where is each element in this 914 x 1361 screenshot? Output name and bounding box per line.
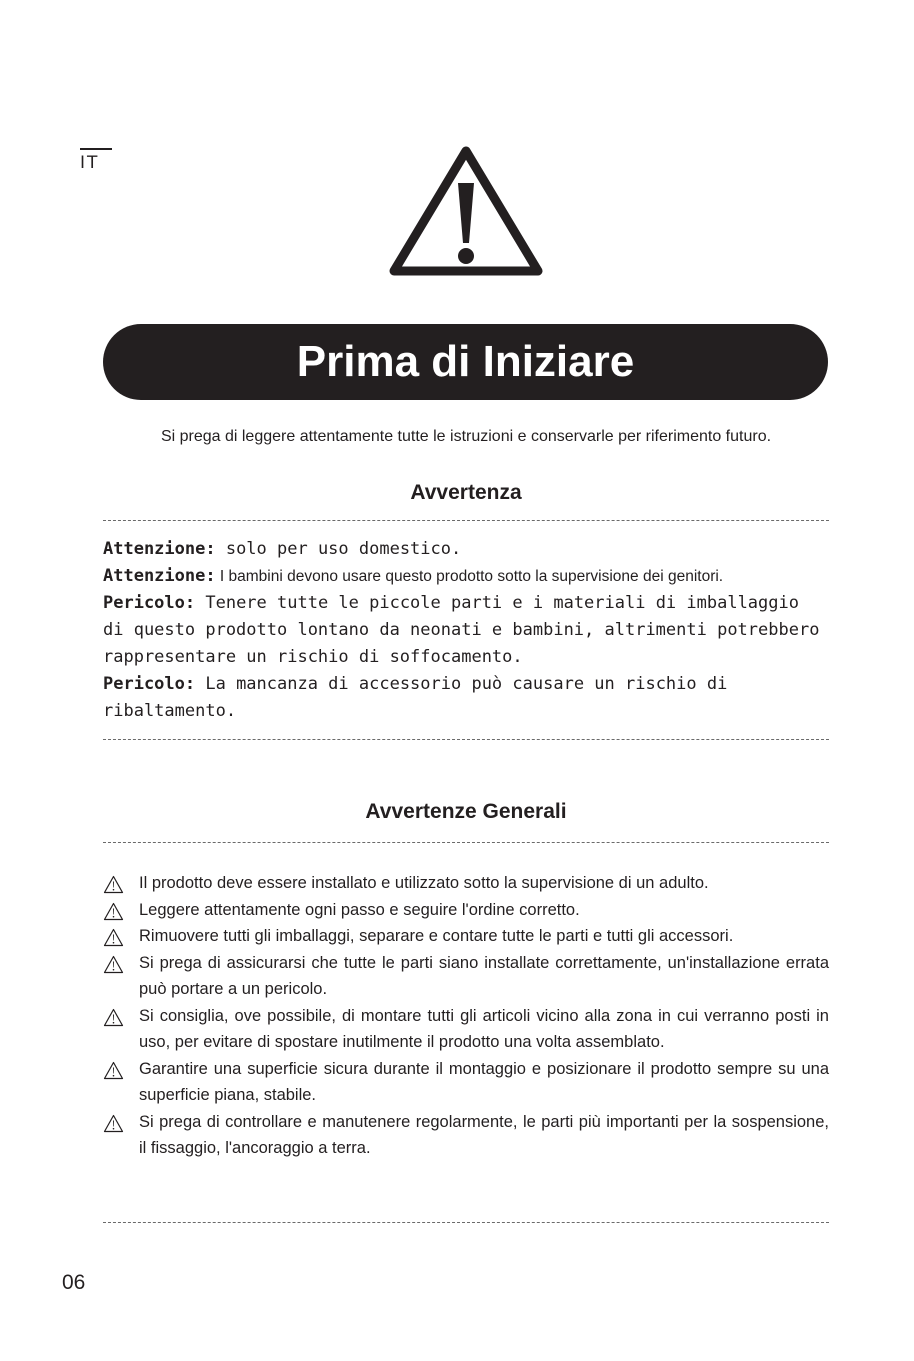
language-tag: IT: [80, 148, 112, 173]
warning-label: Attenzione:: [103, 566, 216, 586]
list-item: [103, 870, 829, 897]
divider: [103, 842, 829, 843]
warning-triangle-icon: [103, 902, 124, 921]
warning-triangle-icon: [103, 1008, 124, 1027]
general-warning-list: [103, 870, 829, 1162]
list-item-text: Garantire una superficie sicura durante il montaggio e posizionare il prodotto sempre su una superficie piana, stabile.: [139, 1059, 829, 1104]
warning-triangle-icon: [388, 145, 544, 277]
warning-text: La mancanza di accessorio può causare un rischio di ribaltamento.: [103, 674, 728, 721]
warning-text: solo per uso domestico.: [215, 539, 462, 559]
list-item-text: Leggere attentamente ogni passo e seguire l'ordine corretto.: [139, 900, 580, 919]
warning-item: [103, 563, 829, 590]
warning-label: Pericolo:: [103, 674, 196, 694]
page-title: Prima di Iniziare: [103, 324, 828, 400]
general-heading: Avvertenze Generali: [365, 800, 567, 823]
list-item-text: Rimuovere tutti gli imballaggi, separare e contare tutte le parti e tutti gli accessori.: [139, 927, 734, 945]
list-item: [103, 950, 829, 1003]
divider: [103, 739, 829, 740]
warning-item: [103, 536, 829, 563]
divider: [103, 1222, 829, 1223]
warning-label: Attenzione:: [103, 539, 216, 559]
warning-triangle-icon: [103, 1114, 124, 1133]
warning-text: I bambini devono usare questo prodotto sotto la supervisione dei genitori.: [215, 568, 724, 585]
list-item-text: Il prodotto deve essere installato e utilizzato sotto la supervisione di un adulto.: [139, 874, 709, 892]
page-number: 06: [62, 1271, 86, 1294]
list-item: [103, 923, 829, 950]
list-item: [103, 1056, 829, 1109]
warning-triangle-icon: [103, 955, 124, 974]
divider: [103, 520, 829, 521]
warning-list: [103, 536, 829, 725]
list-item-text: Si consiglia, ove possibile, di montare tutti gli articoli vicino alla zona in cui verranno posti in uso, per evitare di spostare inutilmente il prodotto una volta assemblato.: [139, 1006, 829, 1051]
warning-heading: Avvertenza: [410, 481, 522, 504]
warning-item: [103, 590, 829, 671]
warning-item: [103, 671, 829, 725]
list-item: [103, 1003, 829, 1056]
list-item: [103, 897, 829, 924]
list-item-text: Si prega di controllare e manutenere regolarmente, le parti più importanti per la sospensione, il fissaggio, l'ancoraggio a terra.: [139, 1112, 829, 1157]
intro-text: Si prega di leggere attentamente tutte le istruzioni e conservarle per riferimento futuro.: [160, 428, 772, 445]
warning-triangle-icon: [103, 875, 124, 894]
warning-triangle-icon: [103, 1061, 124, 1080]
list-item: [103, 1109, 829, 1162]
warning-triangle-icon: [103, 928, 124, 947]
warning-text: Tenere tutte le piccole parti e i materiali di imballaggio di questo prodotto lontano da neonati e bambini, altrimenti potrebbero rappresentare un rischio di soffocamento.: [103, 593, 820, 667]
list-item-text: Si prega di assicurarsi che tutte le parti siano installate correttamente, un'installazione errata può portare a un pericolo.: [139, 953, 829, 998]
warning-label: Pericolo:: [103, 593, 196, 613]
